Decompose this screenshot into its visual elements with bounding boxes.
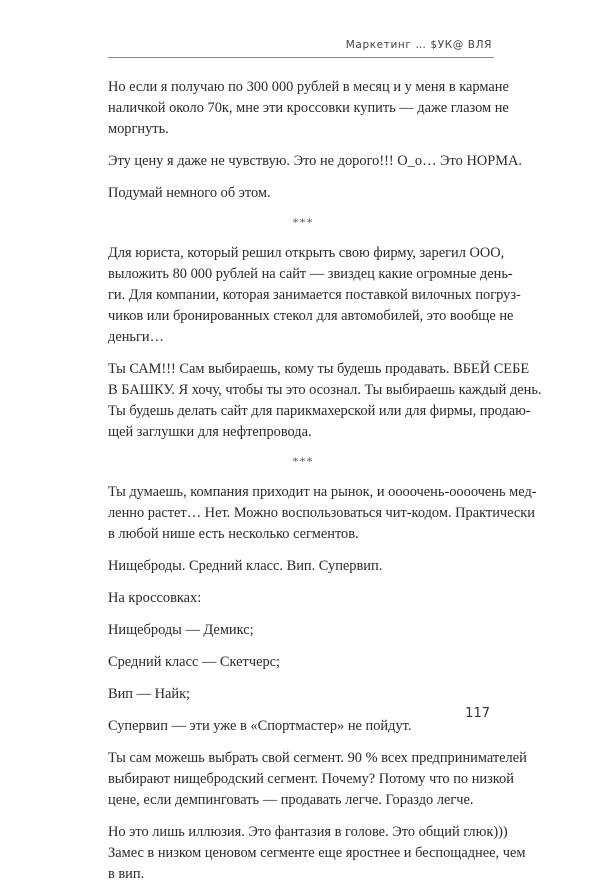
text-line: ленно растет… Нет. Можно воспользоваться чит-кодом. Практически [108, 505, 535, 521]
running-head-title: Маркетинг … $УК@ ВЛЯ [345, 39, 492, 51]
paragraph [108, 183, 498, 204]
text-line: Вип — Найк; [108, 686, 191, 702]
text-line: Ты будешь делать сайт для парикмахерской или для фирмы, продаю- [108, 403, 531, 419]
paragraph [108, 588, 498, 609]
text-line: в вип. [108, 866, 145, 882]
text-line: выложить 80 000 рублей на сайт — звиздец какие огромные день- [108, 266, 513, 282]
text-line: Нищеброды. Средний класс. Вип. Супервип. [108, 558, 383, 574]
paragraph [108, 556, 498, 577]
paragraph [108, 482, 537, 545]
paragraph [108, 748, 527, 811]
paragraph [108, 684, 498, 705]
paragraph [108, 359, 542, 443]
text-line: Для юриста, который решил открыть свою фирму, зарегил ООО, [108, 245, 505, 261]
text-line: наличкой около 70к, мне эти кроссовки купить — даже глазом не [108, 100, 509, 116]
text-line: Замес в низком ценовом сегменте еще яростнее и беспощаднее, чем [108, 845, 526, 861]
body-text [108, 77, 542, 896]
header-rule [108, 57, 494, 58]
text-line: выбирают нищебродский сегмент. Почему? Потому что по низкой [108, 771, 514, 787]
text-line: щей заглушки для нефтепровода. [108, 424, 312, 440]
text-line: Подумай немного об этом. [108, 185, 271, 201]
text-line: деньги… [108, 329, 164, 345]
paragraph [108, 243, 521, 348]
section-separator: *** [292, 215, 314, 229]
text-line: Но это лишь иллюзия. Это фантазия в голове. Это общий глюк))) [108, 824, 508, 840]
paragraph [108, 151, 523, 172]
text-line: Ты думаешь, компания приходит на рынок, и оооочень-оооочень мед- [108, 484, 537, 500]
text-line: цене, если демпинговать — продавать легче. Гораздо легче. [108, 792, 474, 808]
text-line: Нищеброды — Демикс; [108, 622, 254, 638]
text-line: чиков или бронированных стекол для автомобилей, это вообще не [108, 308, 514, 324]
paragraph [108, 652, 498, 673]
text-line: На кроссовках: [108, 590, 202, 606]
section-separator: *** [292, 454, 314, 468]
paragraph [108, 77, 509, 140]
paragraph [108, 620, 498, 641]
paragraph [108, 716, 498, 737]
text-line: Эту цену я даже не чувствую. Это не дорого!!! О_о… Это НОРМА. [108, 153, 523, 169]
text-line: Но если я получаю по 300 000 рублей в месяц и у меня в кармане [108, 79, 509, 95]
text-line: в любой нише есть несколько сегментов. [108, 526, 359, 542]
text-line: ги. Для компании, которая занимается поставкой вилочных погруз- [108, 287, 521, 303]
text-line: В БАШКУ. Я хочу, чтобы ты это осознал. Ты выбираешь каждый день. [108, 382, 542, 398]
text-line: Средний класс — Скетчерс; [108, 654, 281, 670]
text-line: моргнуть. [108, 121, 169, 137]
page-number: 117 [465, 706, 490, 721]
text-line: Ты САМ!!! Сам выбираешь, кому ты будешь продавать. ВБЕЙ СЕБЕ [108, 361, 530, 377]
paragraph [108, 822, 526, 885]
text-line: Супервип — эти уже в «Спортмастер» не пойдут. [108, 718, 412, 734]
text-line: Ты сам можешь выбрать свой сегмент. 90 % всех предпринимателей [108, 750, 527, 766]
